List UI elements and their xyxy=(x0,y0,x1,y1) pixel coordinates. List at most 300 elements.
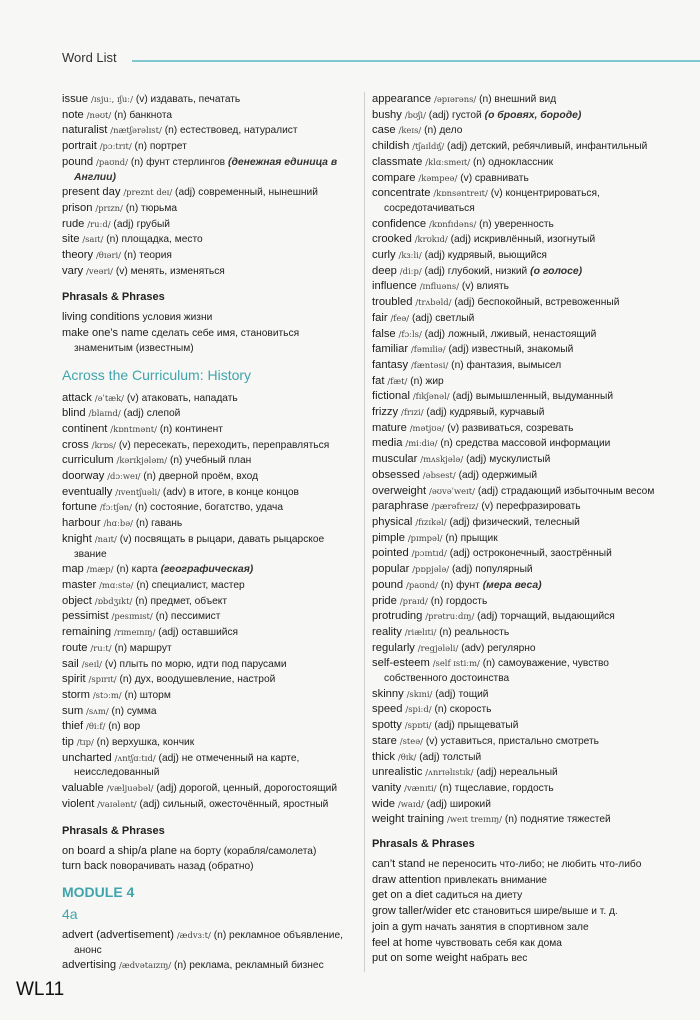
header-title: Word List xyxy=(62,50,117,65)
phrase-entry xyxy=(372,888,662,904)
entry-transcription: /praɪd/ xyxy=(399,595,428,606)
entry-transcription: /fɔːtʃən/ xyxy=(99,502,132,513)
entry-word: site xyxy=(62,233,80,246)
word-entry xyxy=(372,92,662,108)
entry-transcription: /diːp/ xyxy=(399,265,422,276)
entry-word: pound xyxy=(62,155,94,168)
word-entry xyxy=(372,515,662,531)
entry-transcription: /spɪrɪt/ xyxy=(88,674,117,685)
entry-note: (о бровях, бороде) xyxy=(484,109,582,121)
entry-translation: (adj) сильный, ожесточённый, яростный xyxy=(139,798,329,810)
entry-word: advert (advertisement) xyxy=(62,928,174,941)
entry-translation: (n) вор xyxy=(108,721,141,733)
phrase-entry xyxy=(62,326,358,356)
word-entry xyxy=(62,155,358,185)
entry-translation: (n) жир xyxy=(410,375,444,387)
phrase-translation: чувствовать себя как дома xyxy=(435,937,562,949)
entry-transcription: /əʊvəˈweɪt/ xyxy=(429,485,475,496)
entry-word: tip xyxy=(62,736,74,749)
word-entry xyxy=(372,436,662,452)
word-entry xyxy=(62,672,358,688)
entry-transcription: /paʊnd/ xyxy=(96,156,128,167)
entry-translation: (n) самоуважение, чувство собственного достоинства xyxy=(384,658,609,685)
entry-translation: (n) банкнота xyxy=(114,109,173,121)
word-entry xyxy=(62,391,358,407)
entry-translation: (adj) остроконечный, заострённый xyxy=(449,548,612,560)
entry-translation: (n) гавань xyxy=(135,518,183,530)
entry-transcription: /mʌskjələ/ xyxy=(420,454,464,465)
entry-transcription: /tɪp/ xyxy=(76,737,94,748)
word-entry xyxy=(62,201,358,217)
entry-word: pimple xyxy=(372,531,405,544)
word-entry xyxy=(62,139,358,155)
entry-word: weight training xyxy=(372,813,445,826)
entry-translation: (v) менять, изменяться xyxy=(115,265,225,277)
entry-translation: (n) одноклассник xyxy=(472,156,554,168)
entry-transcription: /tʃaɪldɪʃ/ xyxy=(412,141,445,152)
phrase-translation: начать занятия в спортивном зале xyxy=(425,921,589,933)
word-entry xyxy=(62,704,358,720)
entry-transcription: /væljuəbəl/ xyxy=(106,783,154,794)
entry-word: reality xyxy=(372,625,402,638)
entry-translation: (n) прыщик xyxy=(445,532,498,544)
entry-translation: (adj) ложный, лживый, ненастоящий xyxy=(424,328,597,340)
entry-transcription: /veəri/ xyxy=(86,265,114,276)
phrase-entry xyxy=(372,920,662,936)
entry-word: fair xyxy=(372,311,388,324)
entry-word: self-esteem xyxy=(372,657,430,670)
entry-word: fortune xyxy=(62,501,97,514)
header-rule xyxy=(132,60,700,62)
entry-transcription: /saɪt/ xyxy=(82,234,104,245)
entry-transcription: /mɑːstə/ xyxy=(99,579,134,590)
entry-word: remaining xyxy=(62,626,112,639)
entry-word: troubled xyxy=(372,296,413,309)
entry-translation: (adv) регулярно xyxy=(461,642,536,654)
word-entry xyxy=(372,718,662,734)
word-entry xyxy=(62,781,358,797)
word-entry xyxy=(62,185,358,201)
entry-transcription: /bʊʃi/ xyxy=(404,109,426,120)
phrase-entry xyxy=(372,936,662,952)
phrase-translation: условия жизни xyxy=(142,312,213,324)
entry-transcription: /stɔːm/ xyxy=(92,689,122,700)
entry-note: (мера веса) xyxy=(482,579,542,591)
entry-word: fat xyxy=(372,374,385,387)
word-entry xyxy=(372,578,662,594)
entry-word: sail xyxy=(62,657,79,670)
entry-transcription: /feə/ xyxy=(390,312,410,323)
entry-translation: (adj) кудрявый, курчавый xyxy=(426,407,545,419)
entry-translation: (adj) грубый xyxy=(113,218,170,230)
word-entry xyxy=(372,358,662,374)
entry-transcription: /pɔɪntɪd/ xyxy=(411,548,447,559)
column-divider xyxy=(364,92,365,972)
word-entry xyxy=(62,657,358,673)
entry-transcription: /ɪnfluəns/ xyxy=(419,281,460,292)
word-entry xyxy=(62,217,358,233)
entry-translation: (adj) густой xyxy=(428,109,482,121)
entry-transcription: /trʌbəld/ xyxy=(415,297,452,308)
entry-translation: (n) сумма xyxy=(111,705,157,717)
entry-transcription: /kɒntɪnənt/ xyxy=(110,423,157,434)
word-entry xyxy=(62,751,358,781)
word-entry xyxy=(372,327,662,343)
entry-transcription: /paʊnd/ xyxy=(406,579,438,590)
entry-translation: (n) маршрут xyxy=(114,642,172,654)
entry-transcription: /ɒbdʒɪkt/ xyxy=(94,595,133,606)
page-header xyxy=(0,0,700,80)
entry-word: thick xyxy=(372,750,396,763)
entry-translation: (n) естествовед, натуралист xyxy=(164,125,298,137)
word-entry xyxy=(62,469,358,485)
entry-word: frizzy xyxy=(372,406,399,419)
word-entry xyxy=(372,797,662,813)
word-entry xyxy=(372,217,662,233)
word-entry xyxy=(372,279,662,295)
entry-word: advertising xyxy=(62,959,117,972)
entry-transcription: /kɒnsəntreɪt/ xyxy=(433,188,488,199)
word-entry xyxy=(62,735,358,751)
word-entry xyxy=(62,532,358,562)
word-entry xyxy=(62,264,358,280)
phrase-english: join a gym xyxy=(372,920,423,933)
entry-word: overweight xyxy=(372,484,427,497)
entry-translation: (adj) нереальный xyxy=(476,767,558,779)
phrase-list-group xyxy=(62,310,358,356)
word-entry xyxy=(372,123,662,139)
word-entry xyxy=(62,797,358,813)
entry-transcription: /spiːd/ xyxy=(405,704,432,715)
entry-word: speed xyxy=(372,703,403,716)
entry-word: stare xyxy=(372,734,397,747)
word-entry xyxy=(62,123,358,139)
entry-translation: (v) концентрироваться, сосредотачиваться xyxy=(384,188,600,214)
subject-heading: Across the Curriculum: History xyxy=(62,366,252,383)
word-entry xyxy=(62,578,358,594)
entry-translation: (n) средства массовой информации xyxy=(440,438,611,450)
entry-translation: (adj) физический, телесный xyxy=(449,516,580,528)
entry-translation: (n) рекламное объявление, анонс xyxy=(74,929,343,956)
entry-translation: (n) поднятие тяжестей xyxy=(504,814,611,826)
entry-translation: (n) состояние, богатство, удача xyxy=(134,502,283,514)
entry-word: portrait xyxy=(62,140,97,153)
word-entry xyxy=(372,625,662,641)
phrase-entry xyxy=(372,951,662,967)
word-entry xyxy=(372,139,662,155)
word-entry xyxy=(372,264,662,280)
entry-transcription: /rɪmeɪnɪŋ/ xyxy=(114,627,156,638)
word-entry xyxy=(372,546,662,562)
entry-translation: (adj) дорогой, ценный, дорогостоящий xyxy=(156,783,338,795)
entry-translation: (n) тюрьма xyxy=(125,202,177,214)
entry-word: spirit xyxy=(62,673,86,686)
entry-word: pessimist xyxy=(62,610,109,623)
word-entry xyxy=(372,155,662,171)
phrase-list-group xyxy=(372,857,662,967)
entry-translation: (adj) современный, нынешний xyxy=(175,187,318,199)
word-entry xyxy=(62,406,358,422)
word-entry xyxy=(372,734,662,750)
word-entry xyxy=(372,562,662,578)
word-entry xyxy=(372,765,662,781)
phrase-translation: поворачивать назад (обратно) xyxy=(110,861,254,873)
word-entry xyxy=(62,108,358,124)
entry-word: mature xyxy=(372,421,407,434)
word-entry xyxy=(62,516,358,532)
entry-word: pound xyxy=(372,578,404,591)
entry-translation: (n) специалист, мастер xyxy=(136,579,245,591)
entry-translation: (v) развиваться, созревать xyxy=(447,422,574,434)
entry-transcription: /skɪni/ xyxy=(406,688,433,699)
entry-translation: (n) фунт xyxy=(440,579,480,591)
entry-translation: (n) пессимист xyxy=(155,611,221,623)
section-heading: Phrasals & Phrases xyxy=(62,824,165,837)
entry-word: blind xyxy=(62,407,86,420)
word-entry xyxy=(372,656,662,686)
word-entry xyxy=(62,92,358,108)
entry-word: curly xyxy=(372,249,396,262)
entry-transcription: /nætʃərəlɪst/ xyxy=(110,125,162,136)
entry-word: bushy xyxy=(372,108,402,121)
word-entry xyxy=(62,625,358,641)
entry-transcription: /pɔːtrɪt/ xyxy=(99,141,132,152)
entry-transcription: /vaɪələnt/ xyxy=(97,798,137,809)
entry-word: harbour xyxy=(62,517,101,530)
entry-translation: (n) тщеславие, гордость xyxy=(439,782,554,794)
entry-translation: (adj) оставшийся xyxy=(158,627,239,639)
phrase-entry xyxy=(372,904,662,920)
entry-transcription: /pɪmpəl/ xyxy=(407,532,443,543)
entry-transcription: /fæt/ xyxy=(387,375,408,386)
entry-translation: (v) уставиться, пристально смотреть xyxy=(425,735,599,747)
entry-translation: (v) сравнивать xyxy=(460,172,529,184)
entry-word: issue xyxy=(62,93,89,105)
entry-word: case xyxy=(372,124,396,137)
entry-translation: (n) дух, воодушевление, настрой xyxy=(119,674,276,686)
word-entry xyxy=(62,562,358,578)
entry-translation: (n) фантазия, вымысел xyxy=(451,359,562,371)
entry-transcription: /steə/ xyxy=(399,735,423,746)
word-list-group xyxy=(62,391,358,813)
entry-word: concentrate xyxy=(372,187,431,200)
entry-translation: (v) перефразировать xyxy=(481,501,581,513)
entry-transcription: /krʊkɪd/ xyxy=(414,234,448,245)
entry-translation: (n) реальность xyxy=(439,626,510,638)
entry-translation: (adv) в итоге, в конце концов xyxy=(162,486,299,498)
entry-transcription: /self ɪstiːm/ xyxy=(432,658,480,669)
entry-translation: (n) портрет xyxy=(134,141,187,153)
entry-translation: (adj) одержимый xyxy=(458,469,538,481)
phrase-translation: набрать вес xyxy=(470,953,528,965)
phrase-entry xyxy=(62,844,358,860)
entry-transcription: /krɒs/ xyxy=(91,439,117,450)
entry-word: spotty xyxy=(372,719,402,732)
entry-translation: (v) издавать, печатать xyxy=(135,94,241,105)
word-entry xyxy=(62,688,358,704)
entry-transcription: /kəmpeə/ xyxy=(418,172,458,183)
entry-translation: (n) карта xyxy=(116,564,158,576)
word-entry xyxy=(372,812,662,828)
entry-word: compare xyxy=(372,171,416,184)
entry-word: note xyxy=(62,108,84,121)
entry-transcription: /ɪsjuː, ɪʃuː/ xyxy=(91,94,133,104)
entry-word: wide xyxy=(372,797,396,810)
entry-transcription: /frɪzi/ xyxy=(401,407,424,418)
entry-transcription: /klɑːsmeɪt/ xyxy=(425,156,471,167)
phrase-english: feel at home xyxy=(372,936,433,949)
entry-transcription: /dɔːweɪ/ xyxy=(107,471,141,482)
module-heading: MODULE 4 xyxy=(62,883,135,900)
word-entry xyxy=(372,389,662,405)
word-list-group xyxy=(372,92,662,828)
word-entry xyxy=(62,719,358,735)
entry-word: protruding xyxy=(372,610,423,623)
word-entry xyxy=(372,452,662,468)
entry-transcription: /pærəfreɪz/ xyxy=(431,501,479,512)
entry-word: violent xyxy=(62,797,95,810)
entry-note: (географическая) xyxy=(160,564,254,576)
word-entry xyxy=(372,374,662,390)
entry-word: curriculum xyxy=(62,454,114,467)
entry-transcription: /weɪt treɪnɪŋ/ xyxy=(447,814,502,825)
entry-word: pointed xyxy=(372,547,409,560)
phrase-entry xyxy=(62,859,358,875)
entry-translation: (n) гордость xyxy=(430,595,488,607)
entry-word: popular xyxy=(372,563,410,576)
entry-transcription: /θɪəri/ xyxy=(95,250,121,261)
word-entry xyxy=(372,171,662,187)
entry-translation: (n) фунт стерлингов xyxy=(130,156,226,168)
entry-word: crooked xyxy=(372,233,412,246)
entry-transcription: /pesɪmɪst/ xyxy=(111,611,153,622)
entry-word: media xyxy=(372,437,403,450)
word-entry xyxy=(62,232,358,248)
word-entry xyxy=(372,499,662,515)
entry-translation: (n) площадка, место xyxy=(106,234,203,246)
entry-word: present day xyxy=(62,186,121,199)
entry-word: cross xyxy=(62,438,89,451)
entry-transcription: /waɪd/ xyxy=(397,798,424,809)
word-entry xyxy=(372,594,662,610)
entry-word: thief xyxy=(62,720,84,733)
phrase-entry xyxy=(372,857,662,873)
word-entry xyxy=(372,750,662,766)
entry-transcription: /mæp/ xyxy=(86,564,114,575)
entry-word: obsessed xyxy=(372,468,420,481)
entry-transcription: /seɪl/ xyxy=(81,658,102,669)
entry-translation: (v) пересекать, переходить, переправляться xyxy=(118,439,330,451)
word-entry xyxy=(372,702,662,718)
entry-word: continent xyxy=(62,422,108,435)
entry-transcription: /fɔːls/ xyxy=(398,328,422,339)
entry-translation: (v) плыть по морю, идти под парусами xyxy=(104,658,287,670)
entry-transcription: /spɒti/ xyxy=(404,720,432,731)
entry-transcription: /keɪs/ xyxy=(398,125,422,136)
entry-note: (о голосе) xyxy=(530,265,583,277)
entry-translation: (n) предмет, объект xyxy=(135,595,228,607)
entry-translation: (v) атаковать, нападать xyxy=(126,392,238,404)
word-entry xyxy=(372,641,662,657)
entry-translation: (v) влиять xyxy=(461,281,509,293)
entry-translation: (adj) прыщеватый xyxy=(434,720,519,732)
entry-translation: (adj) не отмеченный на карте, неисследованный xyxy=(74,752,300,779)
entry-word: theory xyxy=(62,249,94,262)
word-entry xyxy=(62,641,358,657)
entry-translation: (adj) вымышленный, выдуманный xyxy=(452,391,614,403)
word-entry xyxy=(372,342,662,358)
word-entry xyxy=(372,295,662,311)
entry-transcription: /mətjʊə/ xyxy=(409,422,445,433)
entry-word: attack xyxy=(62,391,92,404)
entry-transcription: /ʌnrɪəlɪstɪk/ xyxy=(425,767,474,778)
entry-word: rude xyxy=(62,217,85,230)
entry-transcription: /regjələli/ xyxy=(417,642,459,653)
entry-word: valuable xyxy=(62,782,104,795)
entry-word: object xyxy=(62,594,92,607)
phrase-english: make one’s name xyxy=(62,327,149,340)
entry-word: map xyxy=(62,563,84,576)
phrase-english: draw attention xyxy=(372,873,442,886)
phrase-translation: не переносить что-либо; не любить что-либо xyxy=(428,859,642,871)
entry-word: naturalist xyxy=(62,124,108,137)
word-entry xyxy=(372,405,662,421)
phrase-translation: садиться на диету xyxy=(435,890,523,902)
entry-transcription: /naɪt/ xyxy=(94,533,117,544)
entry-translation: (adj) торчащий, выдающийся xyxy=(477,611,615,623)
entry-word: sum xyxy=(62,704,84,717)
entry-transcription: /sʌm/ xyxy=(86,705,109,716)
entry-transcription: /əbsest/ xyxy=(422,469,456,480)
phrase-english: turn back xyxy=(62,860,108,873)
word-entry xyxy=(62,500,358,516)
word-entry xyxy=(62,438,358,454)
entry-transcription: /blaɪnd/ xyxy=(88,408,121,419)
word-entry xyxy=(62,609,358,625)
entry-word: confidence xyxy=(372,217,427,230)
word-entry xyxy=(372,108,662,124)
entry-transcription: /kɒnfɪdəns/ xyxy=(429,218,477,229)
entry-word: influence xyxy=(372,280,417,293)
entry-transcription: /nəʊt/ xyxy=(86,109,112,120)
entry-translation: (adj) беспокойный, встревоженный xyxy=(454,297,620,309)
entry-translation: (n) теория xyxy=(123,250,172,262)
entry-word: deep xyxy=(372,264,397,277)
word-list-group xyxy=(62,92,358,279)
word-entry xyxy=(62,453,358,469)
entry-transcription: /riælɪti/ xyxy=(404,626,437,637)
entry-transcription: /əpɪərəns/ xyxy=(434,94,477,104)
entry-word: vary xyxy=(62,264,84,277)
entry-translation: (adj) популярный xyxy=(452,564,533,576)
entry-transcription: /kɜːli/ xyxy=(398,250,422,261)
entry-word: skinny xyxy=(372,687,404,700)
entry-translation: (n) дело xyxy=(424,125,463,137)
entry-transcription: /kərɪkjələm/ xyxy=(116,455,168,466)
entry-word: master xyxy=(62,578,97,591)
word-list-group xyxy=(62,928,358,974)
entry-word: pride xyxy=(372,594,397,607)
section-heading: Phrasals & Phrases xyxy=(372,838,475,851)
word-entry xyxy=(62,422,358,438)
entry-translation: (n) дверной проём, вход xyxy=(143,471,259,483)
word-entry xyxy=(62,928,358,958)
phrase-english: grow taller/wider etc xyxy=(372,905,470,918)
entry-translation: (adj) искривлённый, изогнутый xyxy=(450,234,596,246)
entry-word: vanity xyxy=(372,781,402,794)
word-entry xyxy=(372,484,662,500)
entry-translation: (adj) светлый xyxy=(411,312,475,324)
